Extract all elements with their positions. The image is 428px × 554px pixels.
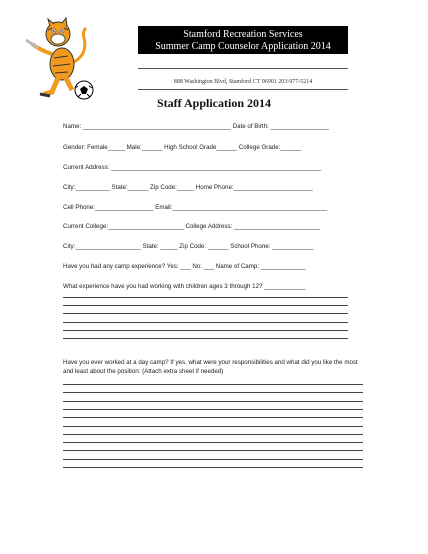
answer-line[interactable] <box>63 459 363 460</box>
application-title: Summer Camp Counselor Application 2014 <box>155 41 331 52</box>
city-state-phone-field[interactable]: City:__________ State:______ Zip Code:_____ Home Phone:_______________________ <box>63 184 313 191</box>
answer-line[interactable] <box>63 442 363 443</box>
header-divider-bottom <box>138 89 348 90</box>
gender-grade-field[interactable]: Gender: Female_____ Male:______ High School Grade______ College Grade:______ <box>63 144 302 151</box>
answer-line[interactable] <box>63 338 348 339</box>
answer-line[interactable] <box>63 392 363 393</box>
answer-line[interactable] <box>63 384 363 385</box>
answer-line[interactable] <box>63 450 363 451</box>
current-address-field[interactable]: Current Address: _____________________________________________________________ <box>63 164 322 171</box>
header-divider-top <box>138 68 348 69</box>
day-camp-question: Have you ever worked at a day camp? If yes, what were your responsibilities and what did you like the most and least about the position: (Attach extra sheet if needed) <box>63 359 358 375</box>
children-experience-field[interactable]: What experience have you had working with children ages 3 through 12? ____________ <box>63 283 306 290</box>
contact-address: 888 Washington Blvd, Stamford CT 06901 203-977-5214 <box>173 79 313 85</box>
form-title: Staff Application 2014 <box>156 96 271 110</box>
answer-line[interactable] <box>63 417 363 418</box>
camp-experience-field[interactable]: Have you had any camp experience? Yes: ___ No: ___ Name of Camp: _____________ <box>63 263 306 270</box>
cell-email-field[interactable]: Cell Phone:_________________ Email:_____________________________________________ <box>63 204 328 211</box>
answer-line[interactable] <box>63 409 363 410</box>
tiger-mascot-icon <box>22 14 98 100</box>
college-city-phone-field[interactable]: City:___________________ State: _____ Zip Code: ______ School Phone: ____________ <box>63 243 314 250</box>
answer-line[interactable] <box>63 297 348 298</box>
organization-name: Stamford Recreation Services <box>183 29 303 40</box>
answer-line[interactable] <box>63 322 348 323</box>
answer-line[interactable] <box>63 467 363 468</box>
answer-line[interactable] <box>63 330 348 331</box>
answer-line[interactable] <box>63 426 363 427</box>
answer-line[interactable] <box>63 401 363 402</box>
header-title-box <box>138 26 348 54</box>
answer-line[interactable] <box>63 434 363 435</box>
college-field[interactable]: Current College:______________________ College Address: _________________________ <box>63 223 321 230</box>
answer-line[interactable] <box>63 313 348 314</box>
name-dob-field[interactable]: Name: ___________________________________________ Date of Birth: _________________ <box>63 123 329 130</box>
answer-line[interactable] <box>63 305 348 306</box>
